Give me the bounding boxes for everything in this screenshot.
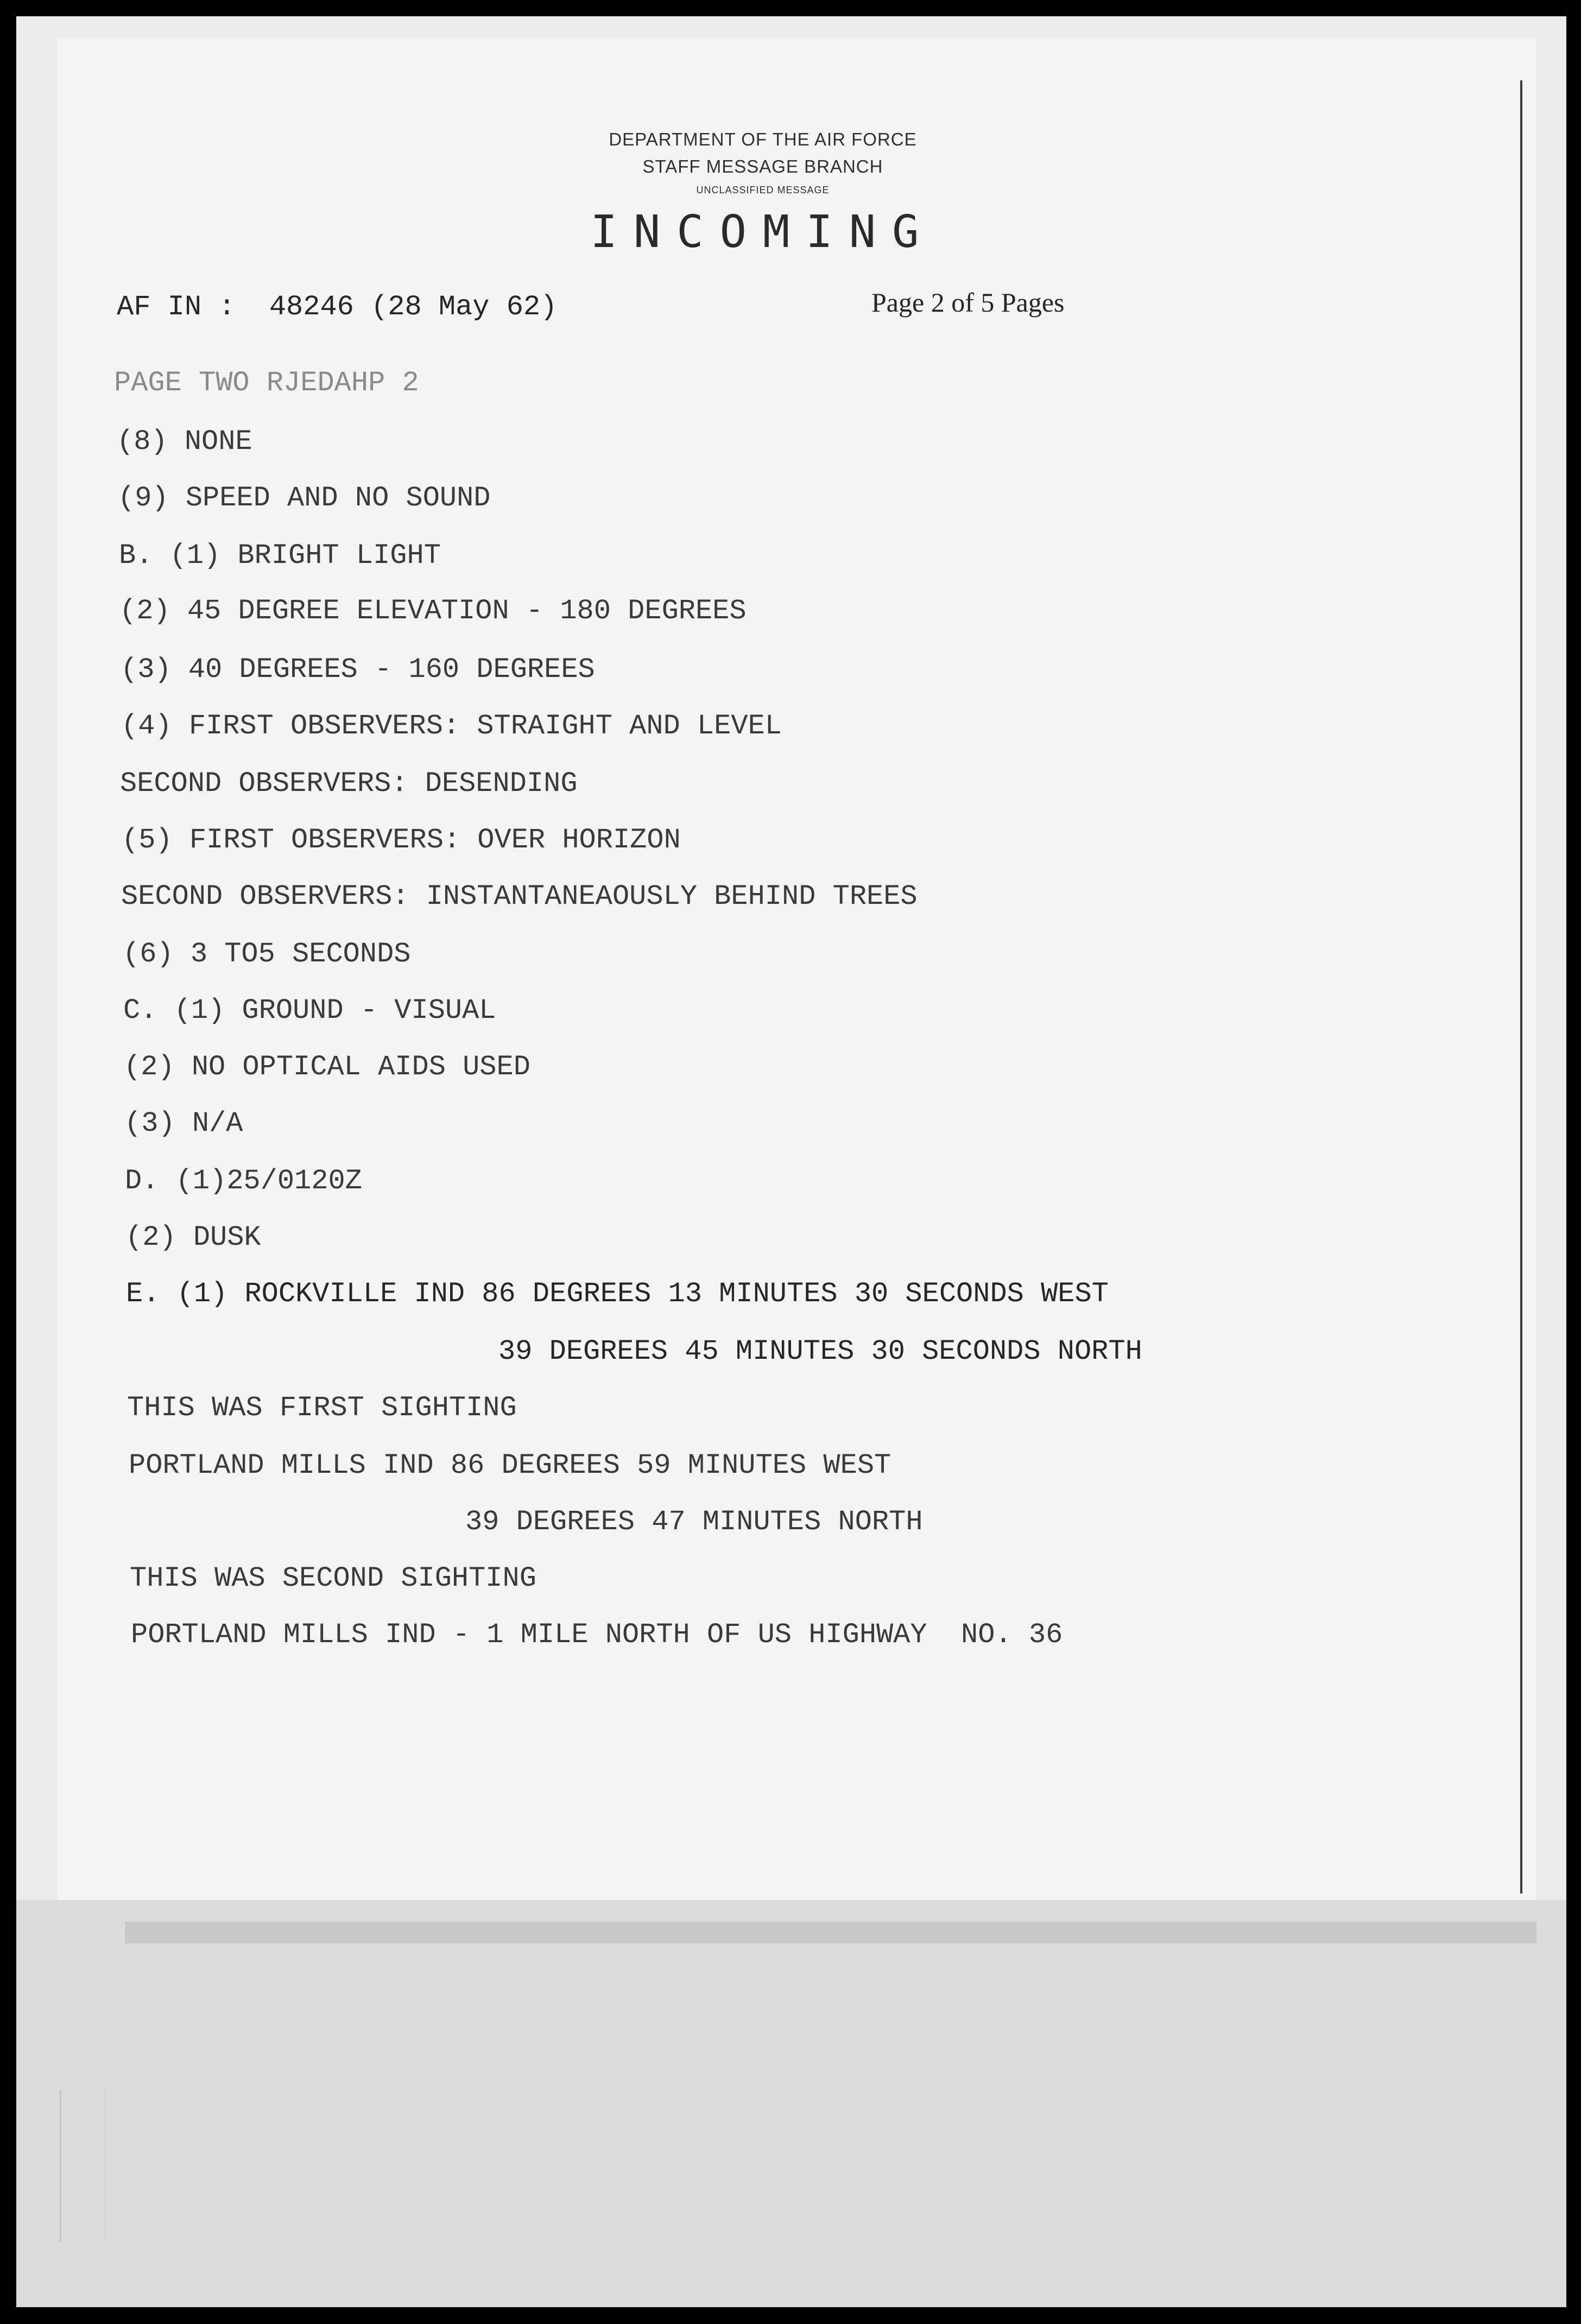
message-line: SECOND OBSERVERS: DESENDING xyxy=(120,768,578,800)
message-line: THIS WAS SECOND SIGHTING xyxy=(130,1562,536,1594)
message-line: E. (1) ROCKVILLE IND 86 DEGREES 13 MINUTES 30 SECONDS WEST xyxy=(126,1278,1109,1310)
film-scratches xyxy=(60,2090,106,2242)
film-margin xyxy=(16,1900,1566,2307)
message-page xyxy=(57,38,1536,1900)
classification-label: UNCLASSIFIED MESSAGE xyxy=(696,185,830,195)
incoming-title: INCOMING xyxy=(590,206,935,258)
message-line: (2) DUSK xyxy=(125,1221,261,1253)
message-line: (2) 45 DEGREE ELEVATION - 180 DEGREES xyxy=(119,595,747,627)
message-line: (6) 3 TO5 SECONDS xyxy=(123,938,411,970)
page-count: Page 2 of 5 Pages xyxy=(871,287,1065,318)
message-line: (3) 40 DEGREES - 160 DEGREES xyxy=(121,654,595,686)
branch-header: STAFF MESSAGE BRANCH xyxy=(642,156,883,176)
message-line: 39 DEGREES 45 MINUTES 30 SECONDS NORTH xyxy=(498,1335,1142,1367)
af-in-number: AF IN : 48246 (28 May 62) xyxy=(117,291,558,323)
message-line: D. (1)25/0120Z xyxy=(125,1165,362,1197)
page-shadow xyxy=(125,1922,1536,1943)
message-line: (9) SPEED AND NO SOUND xyxy=(118,482,491,514)
message-line: (4) FIRST OBSERVERS: STRAIGHT AND LEVEL xyxy=(121,710,782,742)
message-line: PORTLAND MILLS IND 86 DEGREES 59 MINUTES WEST xyxy=(129,1449,891,1481)
department-header: DEPARTMENT OF THE AIR FORCE xyxy=(609,129,917,149)
message-line: B. (1) BRIGHT LIGHT xyxy=(119,540,441,572)
message-line: (5) FIRST OBSERVERS: OVER HORIZON xyxy=(122,824,681,856)
message-line: (2) NO OPTICAL AIDS USED xyxy=(124,1051,530,1083)
message-line: 39 DEGREES 47 MINUTES NORTH xyxy=(465,1506,923,1538)
page-edge-rule xyxy=(1520,80,1522,1894)
message-line: (3) N/A xyxy=(124,1107,243,1139)
message-line: C. (1) GROUND - VISUAL xyxy=(123,995,496,1027)
message-line: PORTLAND MILLS IND - 1 MILE NORTH OF US HIGHWAY NO. 36 xyxy=(131,1619,1063,1651)
message-line: SECOND OBSERVERS: INSTANTANEAOUSLY BEHIND TREES xyxy=(121,881,918,913)
page-identifier: PAGE TWO RJEDAHP 2 xyxy=(114,367,419,399)
message-line: THIS WAS FIRST SIGHTING xyxy=(127,1392,517,1424)
message-line: (8) NONE xyxy=(117,426,252,458)
